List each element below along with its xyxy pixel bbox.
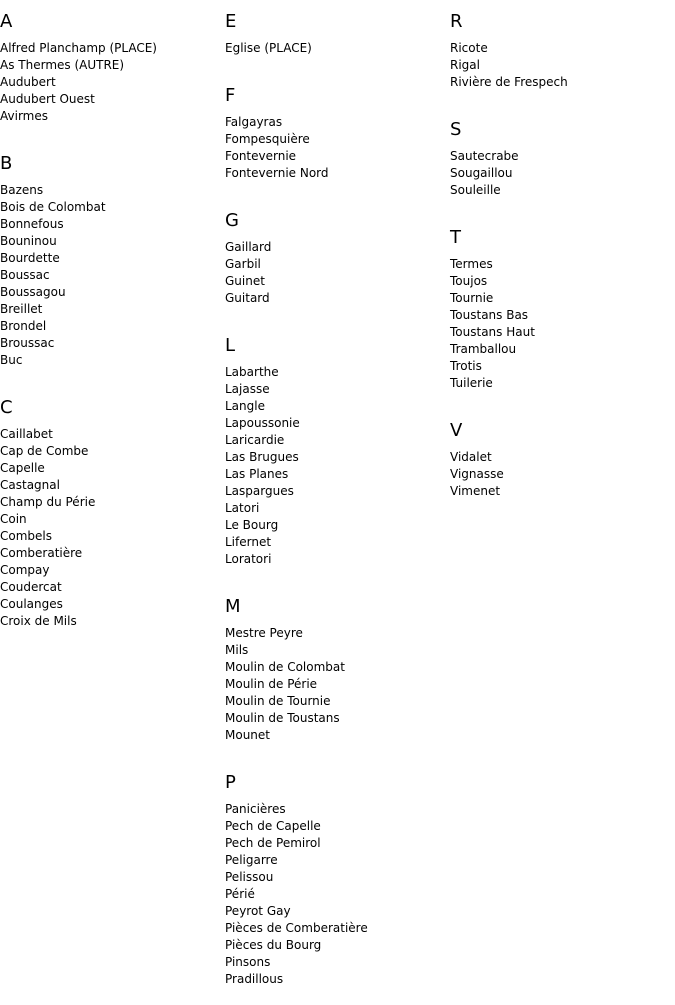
- letter-heading: E: [225, 11, 237, 32]
- place-link-moulin-de-toustans[interactable]: Moulin de Toustans: [225, 711, 340, 725]
- letter-section-e: [225, 0, 450, 57]
- place-link-latori[interactable]: Latori: [225, 501, 260, 515]
- list-item: [225, 727, 450, 744]
- list-item: [450, 375, 675, 392]
- place-link-coin[interactable]: Coin: [0, 512, 27, 526]
- letter-heading: C: [0, 397, 13, 418]
- list-item: [450, 273, 675, 290]
- place-link-fontevernie[interactable]: Fontevernie: [225, 149, 297, 163]
- place-link-riviere-de-frespech[interactable]: Rivière de Frespech: [450, 75, 568, 89]
- list-item: [450, 290, 675, 307]
- letter-heading: T: [450, 227, 461, 248]
- place-link-brondel[interactable]: Brondel: [0, 319, 47, 333]
- list-item: [0, 545, 225, 562]
- list-item: [225, 290, 450, 307]
- list-item: [0, 57, 225, 74]
- place-link-loratori[interactable]: Loratori: [225, 552, 272, 566]
- list-item: [225, 381, 450, 398]
- list-item: [450, 165, 675, 182]
- list-item: [0, 216, 225, 233]
- letter-heading: G: [225, 210, 239, 231]
- letter-heading: F: [225, 85, 236, 106]
- place-list: [450, 256, 675, 392]
- list-item: [225, 483, 450, 500]
- place-link-langle[interactable]: Langle: [225, 399, 265, 413]
- place-link-guitard[interactable]: Guitard: [225, 291, 270, 305]
- letter-section-v: [450, 409, 675, 500]
- list-item: [450, 57, 675, 74]
- place-link-bonnefous[interactable]: Bonnefous: [0, 217, 64, 231]
- place-link-croix-de-mils[interactable]: Croix de Mils: [0, 614, 77, 628]
- place-link-cap-de-combe[interactable]: Cap de Combe: [0, 444, 89, 458]
- list-item: [225, 920, 450, 937]
- index-column-2: [225, 0, 450, 1005]
- list-item: [0, 460, 225, 477]
- place-link-moulin-de-perie[interactable]: Moulin de Périe: [225, 677, 318, 691]
- list-item: [225, 449, 450, 466]
- list-item: [225, 239, 450, 256]
- place-link-capelle[interactable]: Capelle: [0, 461, 45, 475]
- list-item: [225, 801, 450, 818]
- list-item: [225, 903, 450, 920]
- place-link-castagnal[interactable]: Castagnal: [0, 478, 60, 492]
- place-list: [225, 625, 450, 744]
- place-link-lifernet[interactable]: Lifernet: [225, 535, 272, 549]
- list-item: [0, 352, 225, 369]
- place-link-comberatiere[interactable]: Comberatière: [0, 546, 83, 560]
- place-list: [225, 364, 450, 568]
- place-link-falgayras[interactable]: Falgayras: [225, 115, 283, 129]
- place-link-trotis[interactable]: Trotis: [450, 359, 482, 373]
- place-link-peligarre[interactable]: Peligarre: [225, 853, 278, 867]
- list-item: [0, 335, 225, 352]
- place-link-avirmes[interactable]: Avirmes: [0, 109, 48, 123]
- list-item: [225, 131, 450, 148]
- list-item: [225, 869, 450, 886]
- place-link-termes[interactable]: Termes: [450, 257, 493, 271]
- list-item: [450, 256, 675, 273]
- place-link-toujos[interactable]: Toujos: [450, 274, 488, 288]
- place-link-bois-de-colombat[interactable]: Bois de Colombat: [0, 200, 106, 214]
- place-link-las-planes[interactable]: Las Planes: [225, 467, 289, 481]
- list-item: [0, 613, 225, 630]
- place-link-vidalet[interactable]: Vidalet: [450, 450, 492, 464]
- place-link-mils[interactable]: Mils: [225, 643, 249, 657]
- list-item: [0, 511, 225, 528]
- list-item: [0, 596, 225, 613]
- place-link-pelissou[interactable]: Pelissou: [225, 870, 274, 884]
- list-item: [225, 625, 450, 642]
- list-item: [0, 267, 225, 284]
- place-link-champ-du-perie[interactable]: Champ du Périe: [0, 495, 96, 509]
- list-item: [225, 886, 450, 903]
- place-link-pradillous[interactable]: Pradillous: [225, 972, 284, 986]
- list-item: [225, 835, 450, 852]
- list-item: [0, 528, 225, 545]
- place-link-alfred-planchamp-place[interactable]: Alfred Planchamp (PLACE): [0, 41, 157, 55]
- place-link-labarthe[interactable]: Labarthe: [225, 365, 279, 379]
- list-item: [225, 273, 450, 290]
- list-item: [0, 477, 225, 494]
- place-list: [225, 801, 450, 988]
- place-link-ricote[interactable]: Ricote: [450, 41, 488, 55]
- place-link-laspargues[interactable]: Laspargues: [225, 484, 294, 498]
- list-item: [0, 233, 225, 250]
- letter-section-m: [225, 585, 450, 744]
- place-link-tournie[interactable]: Tournie: [450, 291, 494, 305]
- place-link-caillabet[interactable]: Caillabet: [0, 427, 53, 441]
- list-item: [0, 182, 225, 199]
- list-item: [450, 307, 675, 324]
- place-link-lapoussonie[interactable]: Lapoussonie: [225, 416, 300, 430]
- index-column-3: [450, 0, 675, 517]
- place-link-audubert[interactable]: Audubert: [0, 75, 56, 89]
- letter-section-g: [225, 199, 450, 307]
- list-item: [450, 74, 675, 91]
- index-column-1: [0, 0, 225, 647]
- letter-heading: L: [225, 335, 236, 356]
- list-item: [450, 341, 675, 358]
- place-list: [0, 426, 225, 630]
- list-item: [0, 108, 225, 125]
- place-link-as-thermes-autre[interactable]: As Thermes (AUTRE): [0, 58, 125, 72]
- list-item: [225, 659, 450, 676]
- place-link-tramballou[interactable]: Tramballou: [450, 342, 517, 356]
- letter-section-b: [0, 142, 225, 369]
- place-link-mestre-peyre[interactable]: Mestre Peyre: [225, 626, 303, 640]
- place-list: [450, 40, 675, 91]
- place-list: [225, 40, 450, 57]
- list-item: [225, 642, 450, 659]
- list-item: [225, 40, 450, 57]
- list-item: [225, 432, 450, 449]
- place-link-bouninou[interactable]: Bouninou: [0, 234, 57, 248]
- list-item: [225, 256, 450, 273]
- place-link-lajasse[interactable]: Lajasse: [225, 382, 270, 396]
- place-link-compay[interactable]: Compay: [0, 563, 50, 577]
- place-link-sougaillou[interactable]: Sougaillou: [450, 166, 513, 180]
- place-link-fontevernie-nord[interactable]: Fontevernie Nord: [225, 166, 329, 180]
- list-item: [225, 165, 450, 182]
- list-item: [225, 937, 450, 954]
- place-link-pech-de-pemirol[interactable]: Pech de Pemirol: [225, 836, 321, 850]
- place-link-peyrot-gay[interactable]: Peyrot Gay: [225, 904, 291, 918]
- list-item: [0, 250, 225, 267]
- letter-section-c: [0, 386, 225, 630]
- list-item: [450, 358, 675, 375]
- place-link-pech-de-capelle[interactable]: Pech de Capelle: [225, 819, 321, 833]
- letter-heading: R: [450, 11, 463, 32]
- list-item: [450, 40, 675, 57]
- letter-section-l: [225, 324, 450, 568]
- place-link-vignasse[interactable]: Vignasse: [450, 467, 504, 481]
- list-item: [0, 284, 225, 301]
- place-link-mounet[interactable]: Mounet: [225, 728, 270, 742]
- place-link-panicieres[interactable]: Panicières: [225, 802, 286, 816]
- letter-heading: B: [0, 153, 13, 174]
- list-item: [450, 148, 675, 165]
- place-link-las-brugues[interactable]: Las Brugues: [225, 450, 299, 464]
- place-link-fompesquiere[interactable]: Fompesquière: [225, 132, 310, 146]
- place-link-coudercat[interactable]: Coudercat: [0, 580, 62, 594]
- place-link-perie[interactable]: Périé: [225, 887, 255, 901]
- place-link-pinsons[interactable]: Pinsons: [225, 955, 271, 969]
- list-item: [0, 318, 225, 335]
- place-link-audubert-ouest[interactable]: Audubert Ouest: [0, 92, 95, 106]
- place-link-bazens[interactable]: Bazens: [0, 183, 44, 197]
- list-item: [225, 551, 450, 568]
- list-item: [225, 517, 450, 534]
- place-link-breillet[interactable]: Breillet: [0, 302, 43, 316]
- place-link-sautecrabe[interactable]: Sautecrabe: [450, 149, 519, 163]
- list-item: [0, 426, 225, 443]
- list-item: [225, 818, 450, 835]
- place-link-vimenet[interactable]: Vimenet: [450, 484, 501, 498]
- place-link-moulin-de-tournie[interactable]: Moulin de Tournie: [225, 694, 331, 708]
- letter-heading: S: [450, 119, 462, 140]
- place-link-buc[interactable]: Buc: [0, 353, 23, 367]
- letter-section-p: [225, 761, 450, 988]
- list-item: [225, 852, 450, 869]
- list-item: [225, 971, 450, 988]
- place-link-laricardie[interactable]: Laricardie: [225, 433, 285, 447]
- place-link-rigal[interactable]: Rigal: [450, 58, 480, 72]
- place-link-toustans-haut[interactable]: Toustans Haut: [450, 325, 535, 339]
- place-link-boussac[interactable]: Boussac: [0, 268, 50, 282]
- letter-section-f: [225, 74, 450, 182]
- letter-section-r: [450, 0, 675, 91]
- letter-section-t: [450, 216, 675, 392]
- place-link-toustans-bas[interactable]: Toustans Bas: [450, 308, 529, 322]
- list-item: [0, 301, 225, 318]
- list-item: [225, 114, 450, 131]
- place-link-combels[interactable]: Combels: [0, 529, 52, 543]
- place-link-moulin-de-colombat[interactable]: Moulin de Colombat: [225, 660, 345, 674]
- place-list: [225, 114, 450, 182]
- list-item: [0, 562, 225, 579]
- list-item: [225, 415, 450, 432]
- place-link-guinet[interactable]: Guinet: [225, 274, 265, 288]
- list-item: [225, 954, 450, 971]
- letter-heading: M: [225, 596, 241, 617]
- list-item: [0, 40, 225, 57]
- list-item: [225, 710, 450, 727]
- list-item: [225, 148, 450, 165]
- letter-heading: A: [0, 11, 13, 32]
- place-link-bourdette[interactable]: Bourdette: [0, 251, 60, 265]
- place-list: [450, 449, 675, 500]
- place-link-souleille[interactable]: Souleille: [450, 183, 501, 197]
- place-link-coulanges[interactable]: Coulanges: [0, 597, 63, 611]
- list-item: [450, 449, 675, 466]
- list-item: [0, 74, 225, 91]
- place-link-pieces-du-bourg[interactable]: Pièces du Bourg: [225, 938, 322, 952]
- place-link-eglise-place[interactable]: Eglise (PLACE): [225, 41, 312, 55]
- place-list: [225, 239, 450, 307]
- list-item: [225, 500, 450, 517]
- list-item: [225, 693, 450, 710]
- place-link-broussac[interactable]: Broussac: [0, 336, 55, 350]
- list-item: [225, 466, 450, 483]
- list-item: [225, 534, 450, 551]
- list-item: [0, 91, 225, 108]
- list-item: [450, 466, 675, 483]
- list-item: [450, 182, 675, 199]
- list-item: [225, 364, 450, 381]
- place-link-pieces-de-comberatiere[interactable]: Pièces de Comberatière: [225, 921, 368, 935]
- list-item: [0, 199, 225, 216]
- place-list: [450, 148, 675, 199]
- place-link-tuilerie[interactable]: Tuilerie: [450, 376, 493, 390]
- place-link-gaillard[interactable]: Gaillard: [225, 240, 272, 254]
- place-link-le-bourg[interactable]: Le Bourg: [225, 518, 279, 532]
- list-item: [0, 494, 225, 511]
- letter-section-s: [450, 108, 675, 199]
- list-item: [0, 443, 225, 460]
- place-list: [0, 40, 225, 125]
- place-link-garbil[interactable]: Garbil: [225, 257, 261, 271]
- letter-section-a: [0, 0, 225, 125]
- letter-heading: P: [225, 772, 236, 793]
- list-item: [225, 676, 450, 693]
- letter-heading: V: [450, 420, 463, 441]
- list-item: [450, 324, 675, 341]
- list-item: [225, 398, 450, 415]
- list-item: [450, 483, 675, 500]
- place-list: [0, 182, 225, 369]
- list-item: [0, 579, 225, 596]
- place-link-boussagou[interactable]: Boussagou: [0, 285, 66, 299]
